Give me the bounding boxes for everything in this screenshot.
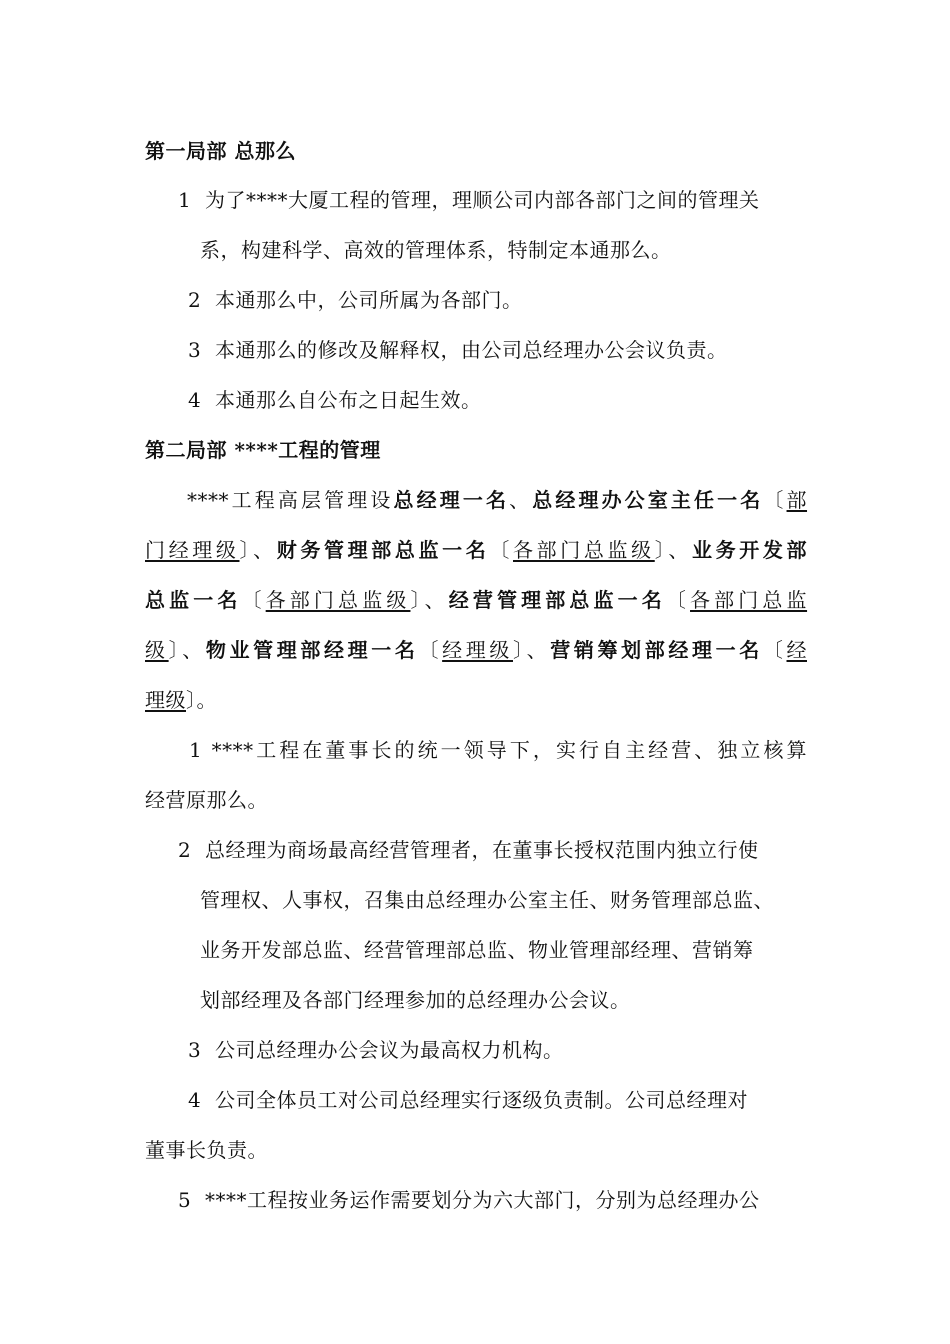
list-item	[188, 336, 727, 364]
item-text-continued: 经营原那么。	[145, 788, 268, 812]
item-text: ****工程按业务运作需要划分为六大部门，分别为总经理办公	[204, 1188, 760, 1212]
role-finance-director: 财务管理部总监一名	[276, 538, 490, 562]
role-property-manager: 物业管理部经理一名	[205, 638, 419, 662]
list-item	[178, 186, 759, 214]
item-text: 公司全体员工对公司总经理实行逐级负责制。公司总经理对	[214, 1088, 748, 1112]
item-text: 公司总经理办公会议为最高权力机构。	[214, 1038, 564, 1062]
list-item	[178, 836, 758, 864]
item-number: 2	[178, 838, 192, 862]
role-business-dev-director: 业务开发部	[692, 538, 807, 562]
item-text: ****工程在董事长的统一领导下，实行自主经营、独立核算	[211, 738, 808, 762]
intro-line-4: 级〕、物业管理部经理一名〔经理级〕、营销筹划部经理一名〔经	[145, 638, 807, 662]
item-number: 3	[188, 1038, 202, 1062]
intro-line-1: ****工程高层管理设总经理一名、总经理办公室主任一名〔部	[187, 488, 808, 512]
list-item	[188, 1086, 748, 1114]
item-number: 1	[189, 738, 203, 762]
item-number: 5	[178, 1188, 192, 1212]
item-text: 总经理为商场最高经营管理者，在董事长授权范围内独立行使	[204, 838, 759, 862]
intro-line-5: 理级〕。	[145, 688, 217, 712]
item-text: 本通那么的修改及解释权，由公司总经理办公会议负责。	[214, 338, 728, 362]
item-text-continued: 业务开发部总监、经营管理部总监、物业管理部经理、营销筹	[200, 938, 754, 962]
role-operations-director: 经营管理部总监一名	[448, 588, 666, 612]
level-label: 门经理级	[145, 538, 240, 562]
level-label: 级	[145, 638, 169, 662]
item-number: 3	[188, 338, 202, 362]
list-item	[188, 286, 522, 314]
list-item	[188, 1036, 563, 1064]
item-text: 本通那么中，公司所属为各部门。	[214, 288, 523, 312]
item-number: 4	[188, 388, 202, 412]
level-label: 经	[786, 638, 807, 662]
level-label: 各部门总监	[690, 588, 808, 612]
role-marketing-manager: 营销筹划部经理一名	[550, 638, 763, 662]
intro-line-3: 总监一名〔各部门总监级〕、经营管理部总监一名〔各部门总监	[145, 588, 808, 612]
item-text: 为了****大厦工程的管理，理顺公司内部各部门之间的管理关	[204, 188, 760, 212]
section-heading-2: 第二局部 ****工程的管理	[145, 438, 381, 462]
item-number: 1	[178, 188, 192, 212]
section-heading-1: 第一局部 总那么	[145, 139, 296, 163]
level-label: 各部门总监级	[265, 588, 411, 612]
item-text-continued: 划部经理及各部门经理参加的总经理办公会议。	[200, 988, 631, 1012]
level-label: 经理级	[442, 638, 513, 662]
list-item	[178, 1186, 759, 1214]
role-general-manager: 总经理一名	[393, 488, 510, 512]
item-number: 4	[188, 1088, 202, 1112]
list-item	[145, 736, 807, 764]
intro-line-2: 门经理级〕、财务管理部总监一名〔各部门总监级〕、业务开发部	[145, 538, 807, 562]
item-text: 本通那么自公布之日起生效。	[214, 388, 482, 412]
list-item	[188, 386, 481, 414]
item-text-continued: 系，构建科学、高效的管理体系，特制定本通那么。	[200, 238, 672, 262]
item-text-continued: 管理权、人事权，召集由总经理办公室主任、财务管理部总监、	[200, 888, 774, 912]
item-number: 2	[188, 288, 202, 312]
role-office-director: 总经理办公室主任一名	[532, 488, 764, 512]
level-label: 理级	[145, 688, 186, 712]
level-label: 部	[786, 488, 808, 512]
level-label: 各部门总监级	[513, 538, 655, 562]
item-text-continued: 董事长负责。	[145, 1138, 268, 1162]
